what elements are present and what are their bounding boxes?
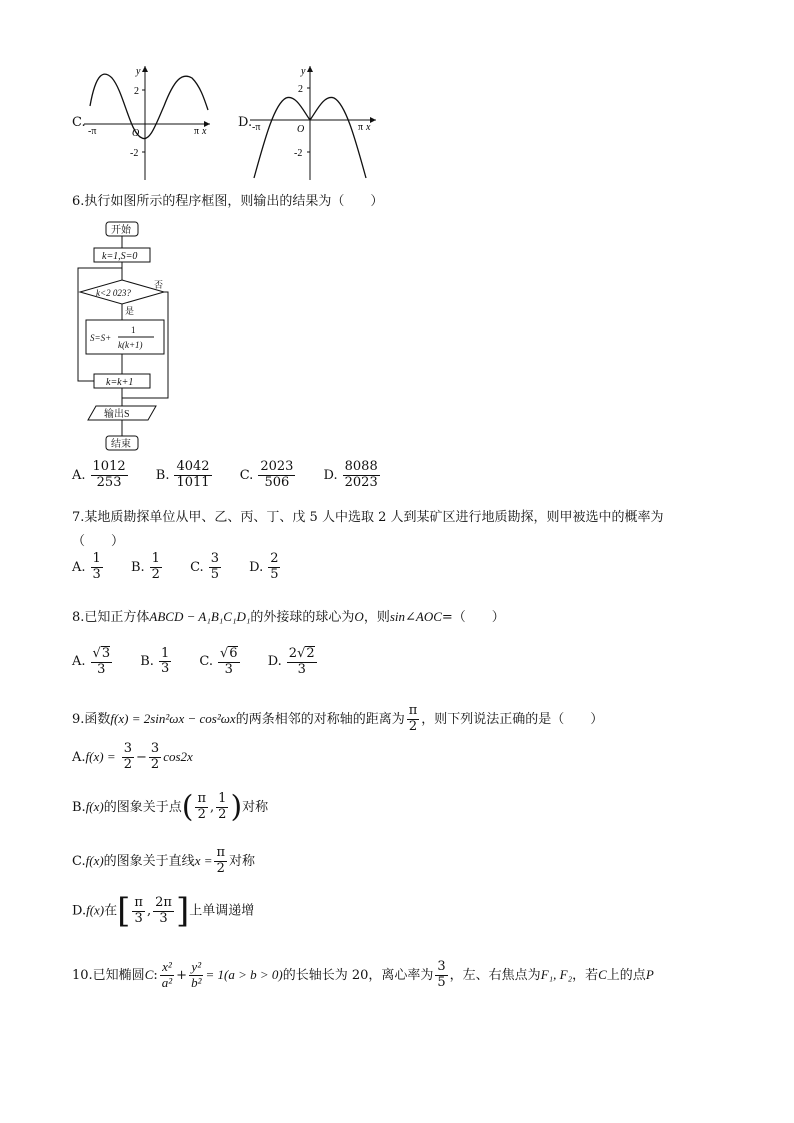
graph-c-y-neg: -2 (130, 148, 139, 159)
graph-c-y-pos: 2 (134, 86, 139, 97)
q9-stem: 9.函数f(x) = 2sin²ωx − cos²ωx的两条相邻的对称轴的距离为 $\frac{\pi}{2}$ ，则下列说法正确的是（ ） (72, 703, 604, 734)
graph-c-neg-pi: -π (88, 126, 97, 137)
q8-cube: ABCD − A₁B₁C₁D₁ (149, 609, 251, 624)
flow-cond: k<2 023? (96, 288, 131, 298)
option-d-label: D. (238, 115, 253, 130)
flow-init: k=1,S=0 (102, 251, 138, 262)
q8-sin: sin∠AOC (389, 609, 442, 624)
flow-assign-num: 1 (131, 325, 136, 335)
graph-d-y: y (301, 66, 306, 77)
graph-c-pi: π (194, 126, 200, 137)
flow-assign-den: k(k+1) (118, 340, 143, 350)
graph-d-y-pos: 2 (298, 84, 303, 95)
q7-option-d[interactable]: D. $\frac{2}{5}$ (249, 551, 279, 582)
graph-d-neg-pi: -π (252, 122, 261, 133)
q8-option-b[interactable]: B. $\frac{1}{3}$ (140, 645, 170, 677)
q9-option-b[interactable]: B.f(x)的图象关于点( $\frac{\pi}{2}$ , $\frac{1}{2}$ )对称 (72, 789, 269, 825)
q6-option-b[interactable]: B. $\frac{4042}{1011}$ (155, 459, 210, 490)
q9-option-c[interactable]: C.f(x)的图象关于直线x = $\frac{\pi}{2}$ 对称 (72, 845, 256, 876)
q7-stem: 7.某地质勘探单位从甲、乙、丙、丁、戊 5 人中选取 2 人到某矿区进行地质勘探，则甲被选中的概率为 (72, 510, 664, 525)
flow-end: 结束 (111, 439, 131, 450)
flow-start: 开始 (111, 225, 131, 236)
q8-option-c[interactable]: C. $\frac{√6}{3}$ (199, 646, 238, 677)
q7-option-c[interactable]: C. $\frac{3}{5}$ (190, 551, 219, 582)
graph-d-pi: π (358, 122, 364, 133)
graph-d (250, 62, 380, 182)
graph-d-y-neg: -2 (294, 148, 303, 159)
graph-d-x: x (366, 122, 371, 133)
flow-yes: 是 (125, 306, 135, 316)
q9-option-a[interactable]: A.f(x) = $\frac{3}{2}$ − $\frac{3}{2}$ cos2x (72, 741, 193, 772)
q6-stem: 6.执行如图所示的程序框图，则输出的结果为（ ） (72, 194, 384, 209)
q9-func: f(x) = 2sin²ωx − cos²ωx (110, 710, 236, 726)
q10-stem: 10.已知椭圆C: $\frac{\text{x²}}{\text{a²}}$ + $\frac{\text{y²}}{\text{b²}}$ = 1(a > b > 0)的长轴长为 20，离心率为 $\frac{3}{5}$ ，左、右焦点为F₁, F₂，若C上的点P (72, 959, 654, 990)
flow-no: 否 (154, 280, 164, 290)
q9-option-d[interactable]: D.f(x)在[ $\frac{\pi}{3}$ , $\frac{2\pi}{3}$ ]上单调递增 (72, 891, 255, 931)
graph-c-x: x (202, 126, 207, 137)
q8-option-a[interactable]: A. $\frac{√3}{3}$ (72, 646, 111, 677)
q8-option-d[interactable]: D. $\frac{2√2}{3}$ (267, 646, 315, 677)
q7-option-a[interactable]: A. $\frac{1}{3}$ (72, 551, 101, 582)
q8-stem: 8.已知正方体ABCD − A₁B₁C₁D₁的外接球的球心为O，则sin∠AOC=（ ） (72, 609, 505, 625)
graph-c (84, 62, 214, 182)
flowchart (68, 216, 178, 456)
graph-d-origin: O (297, 124, 305, 135)
option-c-label: C. (72, 115, 86, 130)
graph-c-origin: O (132, 128, 140, 139)
q6-option-a[interactable]: A. $\frac{1012}{253}$ (72, 459, 126, 490)
flow-incr: k=k+1 (106, 377, 134, 388)
flow-assign-prefix: S=S+ (90, 333, 112, 343)
flow-output: 输出S (104, 409, 130, 420)
q7-paren: （ ） (72, 534, 125, 549)
q6-option-c[interactable]: C. $\frac{2023}{506}$ (239, 459, 294, 490)
q7-option-b[interactable]: B. $\frac{1}{2}$ (130, 551, 160, 582)
graph-c-y: y (136, 66, 141, 77)
q6-options (72, 460, 404, 491)
q8-options (72, 646, 341, 678)
q6-option-d[interactable]: D. $\frac{8088}{2023}$ (323, 459, 378, 490)
q7-options (72, 552, 304, 583)
